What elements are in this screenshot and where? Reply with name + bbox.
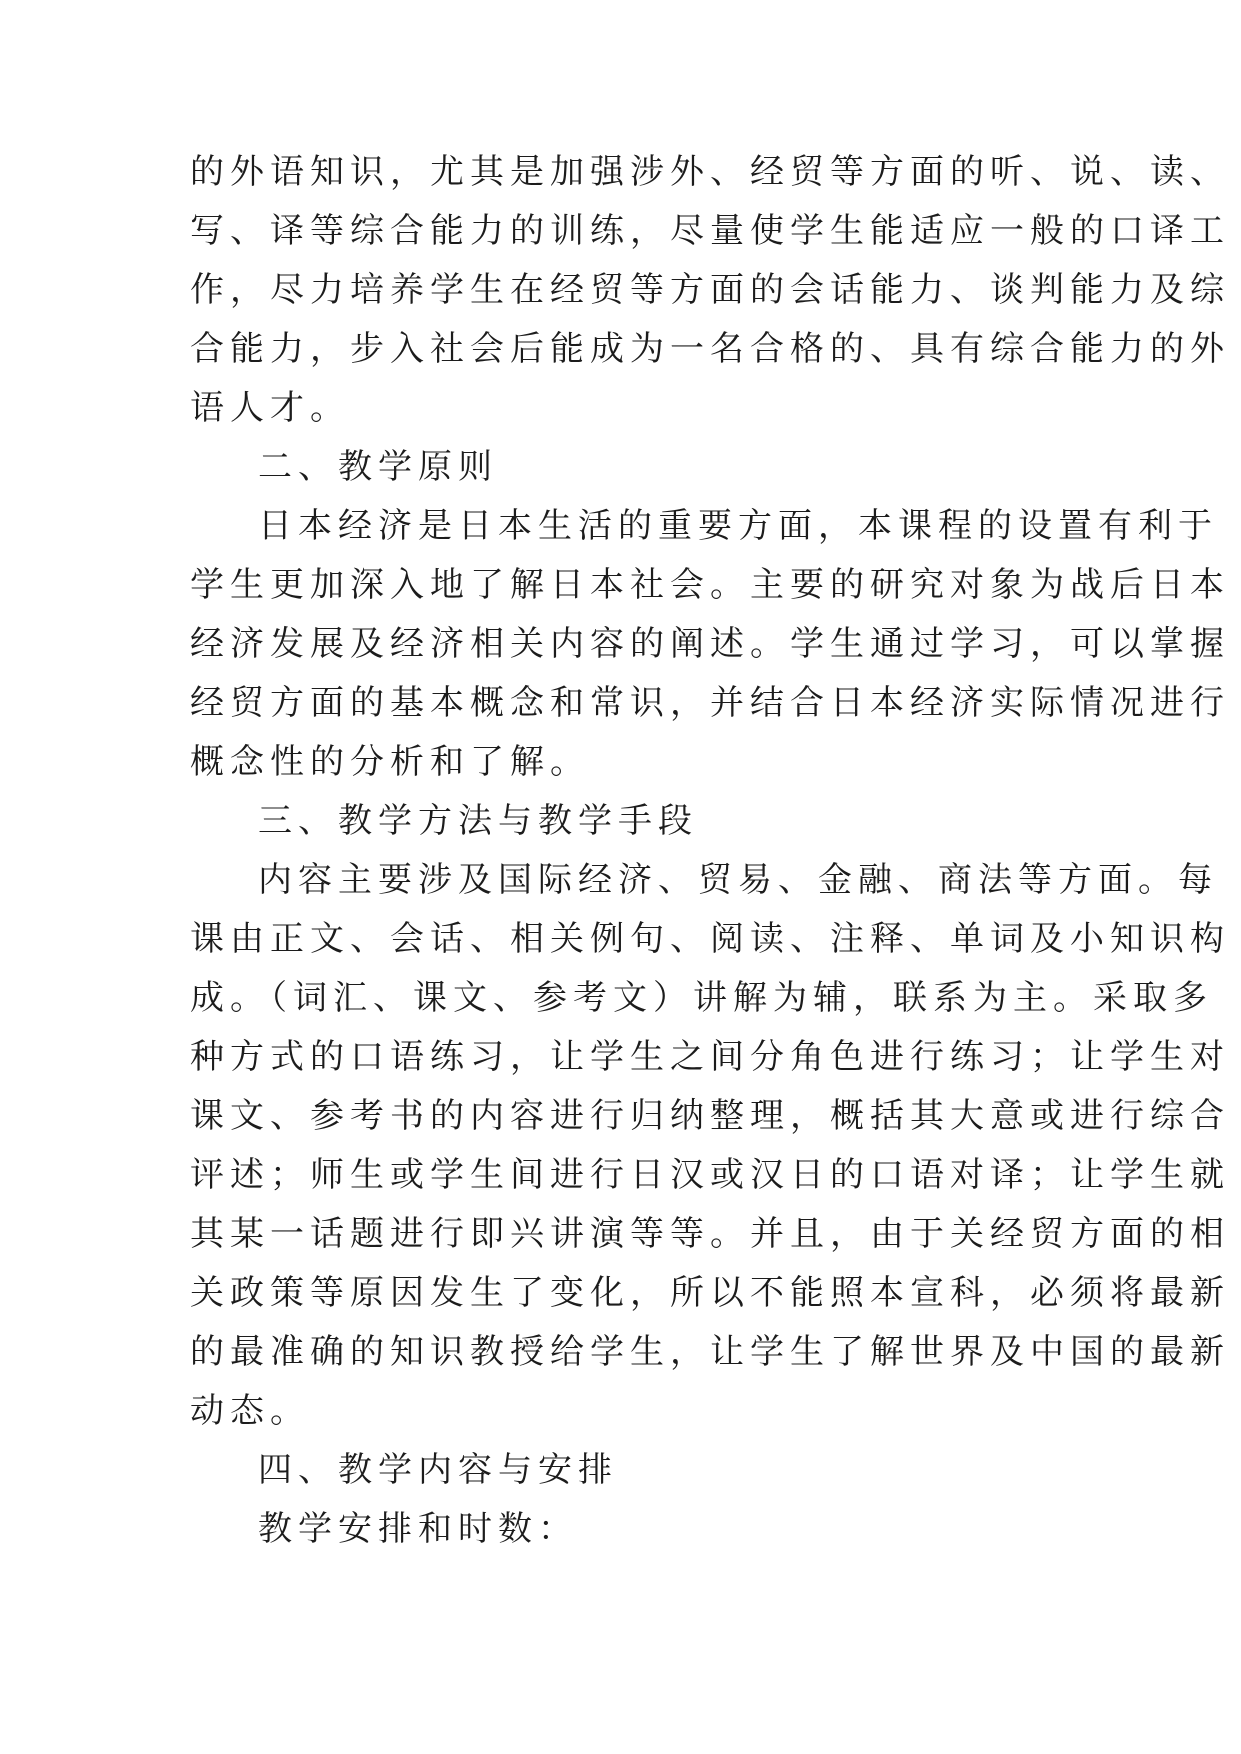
section-heading: 三、教学方法与教学手段: [258, 801, 698, 841]
paragraph-line: 日本经济是日本生活的重要方面，本课程的设置有利于: [258, 506, 1218, 546]
paragraph-line: 课文、参考书的内容进行归纳整理，概括其大意或进行综合: [190, 1096, 1230, 1136]
paragraph-line: 动态。: [190, 1391, 310, 1431]
paragraph-line: 成。（词汇、课文、参考文）讲解为辅，联系为主。采取多: [190, 978, 1213, 1018]
paragraph-line: 合能力，步入社会后能成为一名合格的、具有综合能力的外: [190, 329, 1230, 369]
paragraph-line: 种方式的口语练习，让学生之间分角色进行练习；让学生对: [190, 1037, 1230, 1077]
paragraph-line: 写、译等综合能力的训练，尽量使学生能适应一般的口译工: [190, 211, 1230, 251]
paragraph-line: 学生更加深入地了解日本社会。主要的研究对象为战后日本: [190, 565, 1230, 605]
section-heading: 四、教学内容与安排: [258, 1450, 618, 1490]
paragraph-line: 经济发展及经济相关内容的阐述。学生通过学习，可以掌握: [190, 624, 1230, 664]
section-heading: 二、教学原则: [258, 447, 498, 487]
paragraph-line: 课由正文、会话、相关例句、阅读、注释、单词及小知识构: [190, 919, 1230, 959]
paragraph-line: 概念性的分析和了解。: [190, 742, 590, 782]
paragraph-line: 关政策等原因发生了变化，所以不能照本宣科，必须将最新: [190, 1273, 1230, 1313]
paragraph-line: 作，尽力培养学生在经贸等方面的会话能力、谈判能力及综: [190, 270, 1230, 310]
paragraph-line: 评述；师生或学生间进行日汉或汉日的口语对译；让学生就: [190, 1155, 1230, 1195]
paragraph-line: 其某一话题进行即兴讲演等等。并且，由于关经贸方面的相: [190, 1214, 1230, 1254]
paragraph-line: 内容主要涉及国际经济、贸易、金融、商法等方面。每: [258, 860, 1218, 900]
paragraph-line: 经贸方面的基本概念和常识，并结合日本经济实际情况进行: [190, 683, 1230, 723]
paragraph-line: 教学安排和时数：: [258, 1509, 578, 1549]
paragraph-line: 的最准确的知识教授给学生，让学生了解世界及中国的最新: [190, 1332, 1230, 1372]
paragraph-line: 的外语知识，尤其是加强涉外、经贸等方面的听、说、读、: [190, 152, 1230, 192]
paragraph-line: 语人才。: [190, 388, 350, 428]
